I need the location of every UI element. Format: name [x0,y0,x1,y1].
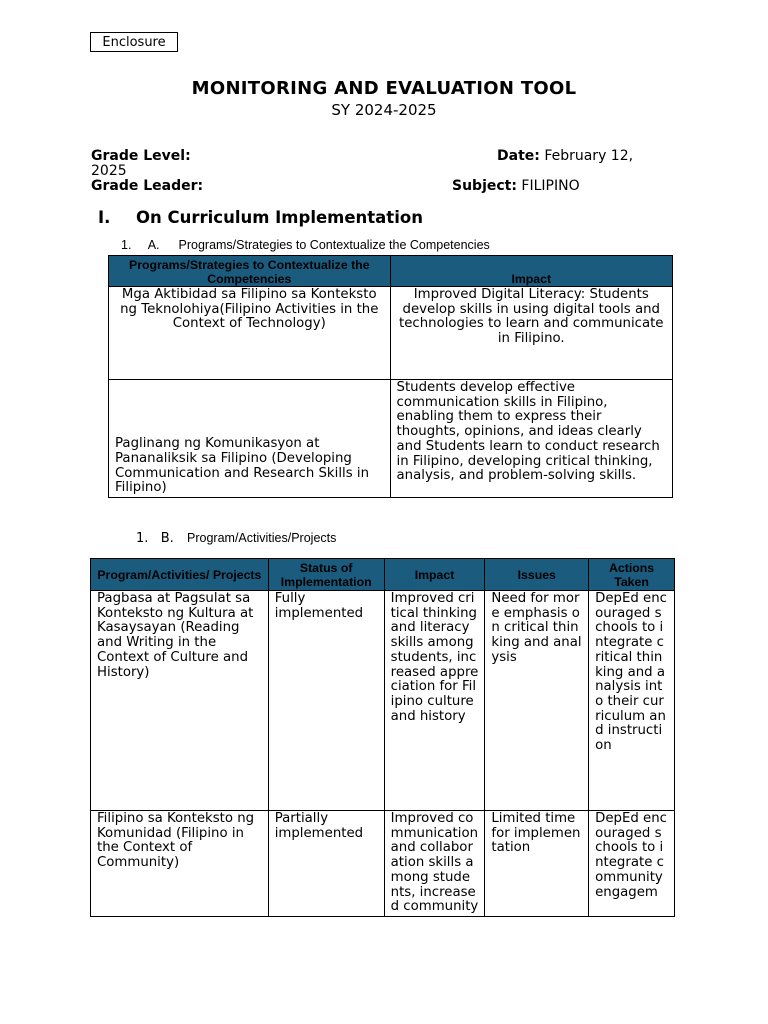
school-year: SY 2024-2025 [331,101,437,119]
date-value: February 12, [544,148,634,164]
table-cell: Students develop effective communication skills in Filipino, enabling them to express their thoughts, opinions, and ideas clearly and Students learn to conduct research in Filipino, developing critical thinking, analysis, and problem-solving skills. [390,380,672,498]
table-row [91,811,675,917]
subsection-a-heading [121,238,490,252]
column-header-actions: Actions Taken [589,559,675,591]
grade-level-label: Grade Level: [91,148,191,164]
date-value-continued: 2025 [91,163,127,179]
column-header-programs: Program/Activities/ Projects [91,559,269,591]
subject-field [452,178,580,194]
enclosure-label: Enclosure [90,32,178,52]
table-cell: Need for more emphasis on critical thinking and analysis [485,591,589,811]
table-cell: Improved communication and collaboration skills among students, increased community [384,811,485,917]
subject-label: Subject: [452,178,517,194]
grade-leader-field [91,178,203,194]
subsection-b-letter: B. [160,531,174,546]
table-cell: Partially implemented [268,811,384,917]
table-cell: Paglinang ng Komunikasyon at Pananaliksik sa Filipino (Developing Communication and Research Skills in Filipino) [109,380,391,498]
subsection-b-number: 1. [136,531,149,546]
table-cell: Fully implemented [268,591,384,811]
subsection-a-letter: A. [147,238,160,252]
table-cell: Improved Digital Literacy: Students develop skills in using digital tools and technologies to learn and communicate in Filipino. [390,287,672,380]
table-cell: Improved critical thinking and literacy skills among students, increased appreciation for Filipino culture and history [384,591,485,811]
table-row [91,591,675,811]
table-header-row [91,559,675,591]
table-cell: Limited time for implementation [485,811,589,917]
programs-table [90,558,675,917]
strategies-table [108,255,673,498]
subsection-a-number: 1. [121,238,132,252]
table-row [109,287,673,380]
column-header-impact: Impact [390,256,672,287]
subsection-a-title: Programs/Strategies to Contextualize the Competencies [178,238,490,252]
date-field [497,148,633,164]
section-number: I. [98,208,111,227]
section-heading [98,208,423,227]
table-cell: Filipino sa Konteksto ng Komunidad (Filipino in the Context of Community) [91,811,269,917]
subject-value: FILIPINO [521,178,580,194]
subsection-b-title: Program/Activities/Projects [187,531,337,545]
table-cell: Pagbasa at Pagsulat sa Konteksto ng Kultura at Kasaysayan (Reading and Writing in the Context of Culture and History) [91,591,269,811]
table-header-row [109,256,673,287]
document-title: MONITORING AND EVALUATION TOOL [191,78,577,99]
table-cell: DepEd encouraged schools to integrate community engagem [589,811,675,917]
column-header-programs: Programs/Strategies to Contextualize the Competencies [109,256,391,287]
column-header-impact: Impact [384,559,485,591]
column-header-issues: Issues [485,559,589,591]
subsection-b-heading [136,531,336,546]
table-cell: Mga Aktibidad sa Filipino sa Konteksto ng Teknolohiya(Filipino Activities in the Context of Technology) [109,287,391,380]
column-header-status: Status of Implementation [268,559,384,591]
table-cell: DepEd encouraged schools to integrate critical thinking and analysis into their curriculum and instruction [589,591,675,811]
section-title: On Curriculum Implementation [136,208,423,227]
grade-leader-label: Grade Leader: [91,178,204,194]
date-label: Date: [497,148,540,164]
grade-level-field [91,148,191,164]
table-row [109,380,673,498]
